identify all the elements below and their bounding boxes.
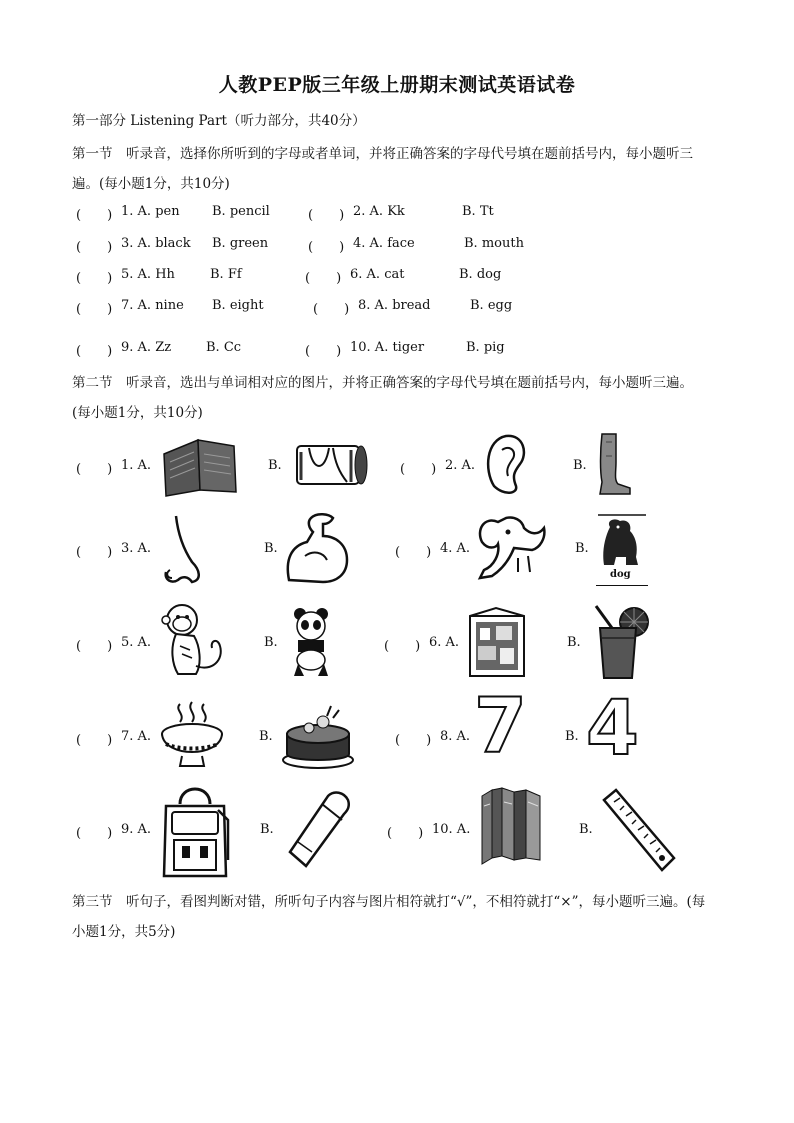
pic-q9-label-a: 9. A. — [121, 822, 152, 837]
pic-q1-label-b: B. — [268, 458, 282, 473]
section3-instruction-cont: 小题1分，共5分) — [72, 924, 176, 940]
q8-option-b: B. egg — [470, 298, 513, 313]
q6-option-a: 6. A. cat — [350, 267, 405, 282]
answer-blank[interactable]: ( ) — [76, 826, 113, 841]
arm-icon — [283, 510, 353, 586]
eraser-icon — [286, 790, 352, 870]
cake-icon — [281, 704, 355, 770]
pencil-box-icon — [295, 442, 369, 488]
answer-blank[interactable]: ( ) — [76, 733, 113, 748]
answer-blank[interactable]: ( ) — [308, 208, 345, 223]
number-seven-icon: 7 — [474, 681, 527, 770]
answer-blank[interactable]: ( ) — [305, 344, 342, 359]
answer-blank[interactable]: ( ) — [76, 545, 113, 560]
section2-instruction: 第二节 听录音，选出与单词相对应的图片，并将正确答案的字母代号填在题前括号内，每小题听三遍。 — [72, 375, 693, 391]
answer-blank[interactable]: ( ) — [76, 344, 113, 359]
answer-blank[interactable]: ( ) — [308, 240, 345, 255]
pic-q3-label-a: 3. A. — [121, 541, 152, 556]
juice-icon — [588, 602, 654, 682]
q5-option-a: 5. A. Hh — [121, 267, 175, 282]
answer-blank[interactable]: ( ) — [76, 271, 113, 286]
q9-option-a: 9. A. Zz — [121, 340, 172, 355]
pic-q10-label-a: 10. A. — [432, 822, 471, 837]
answer-blank[interactable]: ( ) — [76, 240, 113, 255]
pic-q10-label-b: B. — [579, 822, 593, 837]
pic-q6-label-a: 6. A. — [429, 635, 460, 650]
monkey-icon — [160, 602, 230, 680]
ear-icon — [480, 430, 530, 496]
pic-q2-label-b: B. — [573, 458, 587, 473]
answer-blank[interactable]: ( ) — [76, 208, 113, 223]
q7-option-b: B. eight — [212, 298, 264, 313]
pic-q9-label-b: B. — [260, 822, 274, 837]
part1-heading: 第一部分 Listening Part（听力部分，共40分） — [72, 113, 366, 129]
dog-card — [596, 513, 648, 587]
q1-option-b: B. pencil — [212, 204, 270, 219]
elephant-icon — [474, 514, 548, 584]
pic-q5-label-a: 5. A. — [121, 635, 152, 650]
rice-bowl-icon — [158, 700, 226, 772]
q9-option-b: B. Cc — [206, 340, 242, 355]
section3-instruction: 第三节 听句子，看图判断对错，所听句子内容与图片相符就打“√”，不相符就打“×”，每小题听三遍。(每 — [72, 894, 706, 910]
q5-option-b: B. Ff — [210, 267, 242, 282]
page-title: 人教PEP版三年级上册期末测试英语试卷 — [218, 74, 576, 96]
milk-carton-icon — [466, 604, 528, 680]
q4-option-a: 4. A. face — [353, 236, 415, 251]
nose-icon — [156, 514, 210, 586]
q10-option-b: B. pig — [466, 340, 505, 355]
answer-blank[interactable]: ( ) — [395, 545, 432, 560]
answer-blank[interactable]: ( ) — [395, 733, 432, 748]
q2-option-a: 2. A. Kk — [353, 204, 405, 219]
pic-q1-label-a: 1. A. — [121, 458, 152, 473]
q3-option-a: 3. A. black — [121, 236, 191, 251]
pic-q6-label-b: B. — [567, 635, 581, 650]
pic-q8-label-b: B. — [565, 729, 579, 744]
q4-option-b: B. mouth — [464, 236, 524, 251]
pic-q5-label-b: B. — [264, 635, 278, 650]
answer-blank[interactable]: ( ) — [305, 271, 342, 286]
dog-caption: dog — [610, 569, 631, 580]
leg-icon — [594, 432, 634, 496]
answer-blank[interactable]: ( ) — [387, 826, 424, 841]
pic-q4-label-a: 4. A. — [440, 541, 471, 556]
number-four-icon: 4 — [586, 683, 639, 772]
section1-instruction: 第一节 听录音，选择你所听到的字母或者单词，并将正确答案的字母代号填在题前括号内，每小题听三 — [72, 146, 693, 162]
pic-q4-label-b: B. — [575, 541, 589, 556]
pic-q7-label-a: 7. A. — [121, 729, 152, 744]
answer-blank[interactable]: ( ) — [76, 639, 113, 654]
answer-blank[interactable]: ( ) — [400, 462, 437, 477]
section1-instruction-cont: 遍。(每小题1分，共10分) — [72, 176, 230, 192]
school-bag-icon — [160, 780, 230, 880]
q10-option-a: 10. A. tiger — [350, 340, 425, 355]
answer-blank[interactable]: ( ) — [313, 302, 350, 317]
pic-q8-label-a: 8. A. — [440, 729, 471, 744]
q8-option-a: 8. A. bread — [358, 298, 431, 313]
answer-blank[interactable]: ( ) — [76, 462, 113, 477]
pic-q2-label-a: 2. A. — [445, 458, 476, 473]
section2-instruction-cont: (每小题1分，共10分) — [72, 405, 203, 421]
q1-option-a: 1. A. pen — [121, 204, 180, 219]
q2-option-b: B. Tt — [462, 204, 494, 219]
answer-blank[interactable]: ( ) — [76, 302, 113, 317]
panda-icon — [286, 606, 336, 680]
q7-option-a: 7. A. nine — [121, 298, 184, 313]
card-rule — [596, 585, 648, 586]
q6-option-b: B. dog — [459, 267, 502, 282]
dog-icon — [596, 513, 648, 569]
pic-q7-label-b: B. — [259, 729, 273, 744]
ruler-icon — [600, 786, 676, 872]
book-icon — [160, 432, 240, 498]
books-icon — [478, 786, 546, 866]
answer-blank[interactable]: ( ) — [384, 639, 421, 654]
pic-q3-label-b: B. — [264, 541, 278, 556]
q3-option-b: B. green — [212, 236, 269, 251]
